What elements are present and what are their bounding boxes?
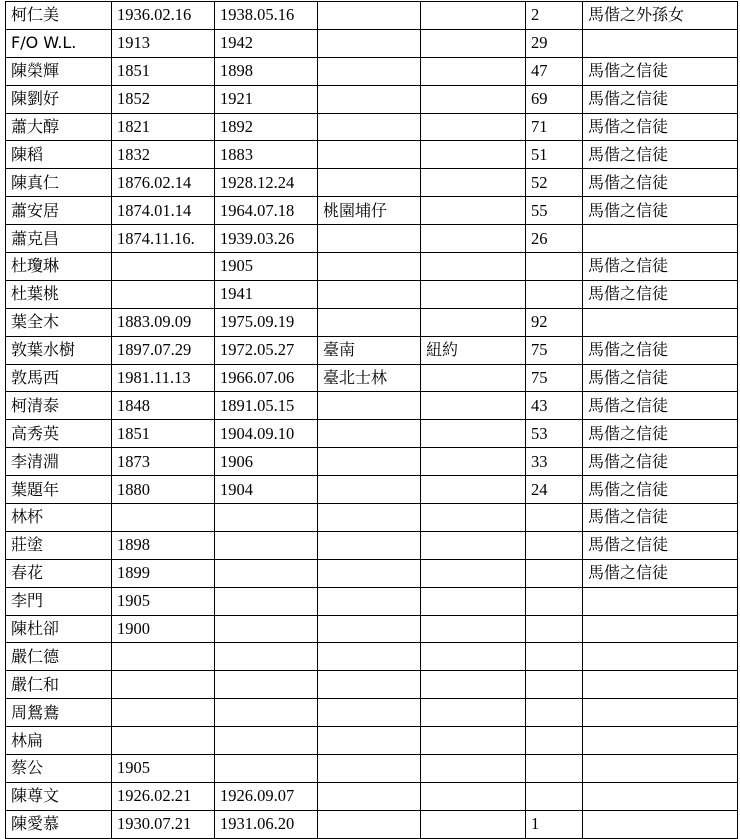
note-cell (583, 727, 738, 755)
death-date-cell: 1931.06.20 (215, 810, 318, 838)
birthplace-cell (318, 587, 421, 615)
death-place-cell (421, 476, 526, 504)
death-place-cell (421, 141, 526, 169)
age-cell (526, 727, 583, 755)
age-cell: 1 (526, 810, 583, 838)
death-date-cell: 1926.09.07 (215, 782, 318, 810)
death-place-cell (421, 727, 526, 755)
name-cell: 嚴仁德 (6, 643, 112, 671)
note-cell (583, 308, 738, 336)
table-row (6, 29, 738, 57)
birth-date-cell: 1936.02.16 (112, 2, 215, 30)
death-date-cell: 1941 (215, 280, 318, 308)
table-row (6, 448, 738, 476)
age-cell (526, 671, 583, 699)
death-place-cell (421, 197, 526, 225)
birth-date-cell: 1905 (112, 755, 215, 783)
birthplace-cell (318, 57, 421, 85)
birth-date-cell: 1821 (112, 113, 215, 141)
death-place-cell (421, 280, 526, 308)
table-row (6, 85, 738, 113)
age-cell (526, 559, 583, 587)
death-place-cell (421, 755, 526, 783)
birth-date-cell: 1930.07.21 (112, 810, 215, 838)
birthplace-cell (318, 782, 421, 810)
age-cell (526, 253, 583, 281)
name-cell: 陳真仁 (6, 169, 112, 197)
death-place-cell (421, 504, 526, 532)
death-date-cell (215, 559, 318, 587)
age-cell (526, 643, 583, 671)
birth-date-cell: 1898 (112, 531, 215, 559)
age-cell: 55 (526, 197, 583, 225)
note-cell: 馬偕之信徒 (583, 280, 738, 308)
birth-date-cell: 1900 (112, 615, 215, 643)
birthplace-cell (318, 253, 421, 281)
note-cell (583, 643, 738, 671)
death-date-cell (215, 531, 318, 559)
birthplace-cell (318, 810, 421, 838)
age-cell: 2 (526, 2, 583, 30)
death-date-cell: 1891.05.15 (215, 392, 318, 420)
name-cell: 陳劉好 (6, 85, 112, 113)
name-cell: 高秀英 (6, 420, 112, 448)
birth-date-cell: 1874.11.16. (112, 225, 215, 253)
death-date-cell (215, 727, 318, 755)
death-place-cell (421, 57, 526, 85)
death-place-cell (421, 699, 526, 727)
table-row (6, 671, 738, 699)
note-cell (583, 29, 738, 57)
name-cell: 葉全木 (6, 308, 112, 336)
name-cell: 蕭克昌 (6, 225, 112, 253)
name-cell: 蕭大醇 (6, 113, 112, 141)
birthplace-cell (318, 392, 421, 420)
name-cell: 周鴛鴦 (6, 699, 112, 727)
age-cell: 47 (526, 57, 583, 85)
death-date-cell (215, 615, 318, 643)
table-row (6, 727, 738, 755)
death-date-cell: 1972.05.27 (215, 336, 318, 364)
death-date-cell (215, 587, 318, 615)
note-cell: 馬偕之信徒 (583, 531, 738, 559)
birth-date-cell: 1913 (112, 29, 215, 57)
name-cell: 柯清泰 (6, 392, 112, 420)
death-date-cell: 1938.05.16 (215, 2, 318, 30)
death-place-cell (421, 559, 526, 587)
table-row (6, 810, 738, 838)
birth-date-cell: 1880 (112, 476, 215, 504)
death-place-cell (421, 253, 526, 281)
note-cell (583, 615, 738, 643)
records-table-body (6, 2, 738, 839)
death-date-cell (215, 755, 318, 783)
name-cell: 嚴仁和 (6, 671, 112, 699)
table-row (6, 113, 738, 141)
note-cell: 馬偕之信徒 (583, 169, 738, 197)
table-row (6, 643, 738, 671)
birthplace-cell: 臺南 (318, 336, 421, 364)
birthplace-cell (318, 448, 421, 476)
name-cell: 蕭安居 (6, 197, 112, 225)
note-cell: 馬偕之信徒 (583, 559, 738, 587)
note-cell: 馬偕之信徒 (583, 364, 738, 392)
death-date-cell: 1906 (215, 448, 318, 476)
note-cell (583, 755, 738, 783)
note-cell: 馬偕之信徒 (583, 85, 738, 113)
birth-date-cell: 1883.09.09 (112, 308, 215, 336)
age-cell: 53 (526, 420, 583, 448)
death-place-cell (421, 671, 526, 699)
table-row (6, 420, 738, 448)
age-cell (526, 755, 583, 783)
age-cell (526, 587, 583, 615)
birth-date-cell (112, 504, 215, 532)
note-cell: 馬偕之信徒 (583, 253, 738, 281)
note-cell: 馬偕之信徒 (583, 392, 738, 420)
death-place-cell (421, 810, 526, 838)
death-place-cell (421, 2, 526, 30)
note-cell (583, 671, 738, 699)
death-date-cell (215, 643, 318, 671)
table-row (6, 782, 738, 810)
age-cell: 69 (526, 85, 583, 113)
death-place-cell (421, 587, 526, 615)
death-date-cell: 1905 (215, 253, 318, 281)
table-row (6, 225, 738, 253)
age-cell: 75 (526, 336, 583, 364)
death-date-cell: 1904.09.10 (215, 420, 318, 448)
birthplace-cell (318, 141, 421, 169)
death-place-cell (421, 448, 526, 476)
death-date-cell: 1939.03.26 (215, 225, 318, 253)
birthplace-cell (318, 755, 421, 783)
table-row (6, 392, 738, 420)
birthplace-cell (318, 169, 421, 197)
note-cell: 馬偕之信徒 (583, 504, 738, 532)
table-row (6, 308, 738, 336)
birthplace-cell (318, 671, 421, 699)
birthplace-cell (318, 420, 421, 448)
death-date-cell: 1892 (215, 113, 318, 141)
name-cell: 春花 (6, 559, 112, 587)
table-row (6, 364, 738, 392)
table-row (6, 57, 738, 85)
death-date-cell: 1964.07.18 (215, 197, 318, 225)
birth-date-cell: 1852 (112, 85, 215, 113)
name-cell: 李清淵 (6, 448, 112, 476)
note-cell: 馬偕之信徒 (583, 141, 738, 169)
birth-date-cell (112, 699, 215, 727)
birth-date-cell (112, 727, 215, 755)
note-cell (583, 699, 738, 727)
birthplace-cell (318, 531, 421, 559)
birthplace-cell (318, 29, 421, 57)
table-row (6, 253, 738, 281)
age-cell (526, 531, 583, 559)
death-date-cell: 1942 (215, 29, 318, 57)
name-cell: 莊塗 (6, 531, 112, 559)
table-row (6, 141, 738, 169)
age-cell: 51 (526, 141, 583, 169)
name-cell: 敦葉水樹 (6, 336, 112, 364)
table-row (6, 280, 738, 308)
death-place-cell (421, 643, 526, 671)
death-place-cell (421, 85, 526, 113)
age-cell (526, 280, 583, 308)
death-date-cell: 1975.09.19 (215, 308, 318, 336)
birthplace-cell (318, 699, 421, 727)
table-row (6, 504, 738, 532)
death-place-cell (421, 615, 526, 643)
age-cell (526, 504, 583, 532)
table-row (6, 755, 738, 783)
death-date-cell: 1883 (215, 141, 318, 169)
name-cell: 林扁 (6, 727, 112, 755)
name-cell: 柯仁美 (6, 2, 112, 30)
death-date-cell: 1928.12.24 (215, 169, 318, 197)
name-cell: 陳愛慕 (6, 810, 112, 838)
age-cell: 52 (526, 169, 583, 197)
name-cell: 葉題年 (6, 476, 112, 504)
table-row (6, 559, 738, 587)
note-cell (583, 587, 738, 615)
birthplace-cell (318, 85, 421, 113)
birth-date-cell: 1848 (112, 392, 215, 420)
death-place-cell (421, 392, 526, 420)
records-table (5, 1, 738, 839)
birthplace-cell (318, 113, 421, 141)
birthplace-cell (318, 280, 421, 308)
age-cell: 71 (526, 113, 583, 141)
age-cell (526, 615, 583, 643)
birthplace-cell: 桃園埔仔 (318, 197, 421, 225)
name-cell: 杜瓊琳 (6, 253, 112, 281)
table-row (6, 336, 738, 364)
death-date-cell: 1898 (215, 57, 318, 85)
death-date-cell: 1966.07.06 (215, 364, 318, 392)
table-row (6, 476, 738, 504)
table-row (6, 699, 738, 727)
age-cell: 43 (526, 392, 583, 420)
birthplace-cell (318, 308, 421, 336)
name-cell: 杜葉桃 (6, 280, 112, 308)
note-cell: 馬偕之信徒 (583, 448, 738, 476)
birth-date-cell: 1874.01.14 (112, 197, 215, 225)
name-cell: 林杯 (6, 504, 112, 532)
name-cell: F/O W.L. (6, 29, 112, 57)
age-cell: 33 (526, 448, 583, 476)
death-place-cell: 紐約 (421, 336, 526, 364)
note-cell: 馬偕之信徒 (583, 57, 738, 85)
table-row (6, 531, 738, 559)
death-date-cell: 1904 (215, 476, 318, 504)
birth-date-cell: 1832 (112, 141, 215, 169)
note-cell: 馬偕之信徒 (583, 336, 738, 364)
death-place-cell (421, 531, 526, 559)
name-cell: 陳稻 (6, 141, 112, 169)
name-cell: 陳杜卻 (6, 615, 112, 643)
birthplace-cell (318, 504, 421, 532)
birthplace-cell (318, 559, 421, 587)
age-cell (526, 699, 583, 727)
death-date-cell (215, 504, 318, 532)
birth-date-cell: 1899 (112, 559, 215, 587)
birthplace-cell (318, 643, 421, 671)
name-cell: 陳榮輝 (6, 57, 112, 85)
note-cell: 馬偕之信徒 (583, 420, 738, 448)
death-date-cell (215, 671, 318, 699)
age-cell: 24 (526, 476, 583, 504)
birth-date-cell (112, 643, 215, 671)
table-row (6, 587, 738, 615)
death-place-cell (421, 420, 526, 448)
birth-date-cell (112, 671, 215, 699)
death-place-cell (421, 308, 526, 336)
note-cell (583, 810, 738, 838)
death-place-cell (421, 169, 526, 197)
birthplace-cell (318, 2, 421, 30)
birth-date-cell (112, 280, 215, 308)
death-date-cell (215, 699, 318, 727)
name-cell: 敦馬西 (6, 364, 112, 392)
birthplace-cell (318, 476, 421, 504)
table-row (6, 197, 738, 225)
note-cell (583, 782, 738, 810)
birthplace-cell: 臺北士林 (318, 364, 421, 392)
birth-date-cell: 1876.02.14 (112, 169, 215, 197)
birthplace-cell (318, 727, 421, 755)
death-place-cell (421, 782, 526, 810)
name-cell: 陳尊文 (6, 782, 112, 810)
age-cell (526, 782, 583, 810)
birthplace-cell (318, 615, 421, 643)
note-cell (583, 225, 738, 253)
death-place-cell (421, 29, 526, 57)
age-cell: 26 (526, 225, 583, 253)
death-place-cell (421, 364, 526, 392)
birth-date-cell: 1926.02.21 (112, 782, 215, 810)
birth-date-cell: 1905 (112, 587, 215, 615)
table-row (6, 169, 738, 197)
birthplace-cell (318, 225, 421, 253)
name-cell: 蔡公 (6, 755, 112, 783)
death-place-cell (421, 225, 526, 253)
death-place-cell (421, 113, 526, 141)
note-cell: 馬偕之信徒 (583, 476, 738, 504)
birth-date-cell: 1851 (112, 57, 215, 85)
age-cell: 29 (526, 29, 583, 57)
note-cell: 馬偕之信徒 (583, 197, 738, 225)
table-row (6, 615, 738, 643)
name-cell: 李門 (6, 587, 112, 615)
birth-date-cell: 1981.11.13 (112, 364, 215, 392)
note-cell: 馬偕之信徒 (583, 113, 738, 141)
birth-date-cell (112, 253, 215, 281)
table-row (6, 2, 738, 30)
age-cell: 75 (526, 364, 583, 392)
age-cell: 92 (526, 308, 583, 336)
note-cell: 馬偕之外孫女 (583, 2, 738, 30)
death-date-cell: 1921 (215, 85, 318, 113)
birth-date-cell: 1873 (112, 448, 215, 476)
birth-date-cell: 1851 (112, 420, 215, 448)
birth-date-cell: 1897.07.29 (112, 336, 215, 364)
